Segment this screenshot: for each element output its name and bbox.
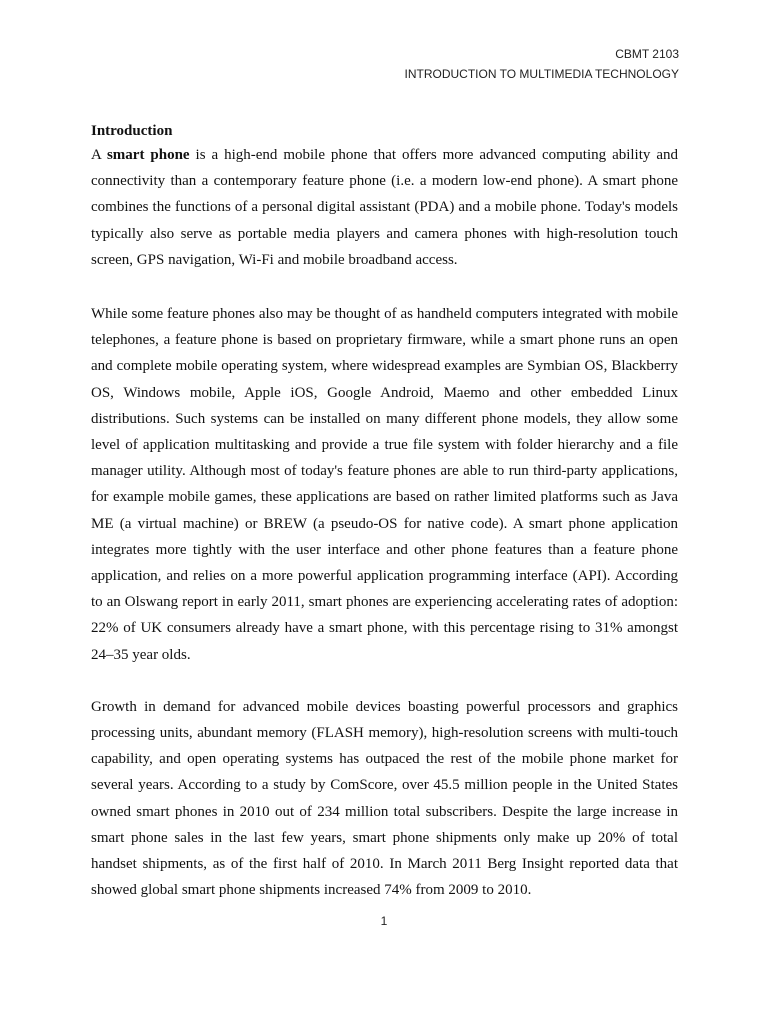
paragraph-1: [91, 142, 678, 273]
section-heading: Introduction: [91, 123, 173, 139]
smart-phone-term: smart phone: [106, 147, 190, 163]
course-title: INTRODUCTION TO MULTIMEDIA TECHNOLOGY: [404, 67, 679, 81]
page-header: [405, 44, 679, 84]
course-code: CBMT 2103: [615, 47, 679, 61]
paragraph-3: Growth in demand for advanced mobile devices boasting powerful processors and graphics processing units, abundant memory (FLASH memory), high-resolution screens with multi-touch capability, and open operating systems has outpaced the rest of the mobile phone market for several years. According to a study by ComScore, over 45.5 million people in the United States owned smart phones in 2010 out of 234 million total subscribers. Despite the large increase in smart phone sales in the last few years, smart phone shipments only make up 20% of total handset shipments, as of the first half of 2010. In March 2011 Berg Insight reported data that showed global smart phone shipments increased 74% from 2009 to 2010.: [91, 698, 678, 899]
paragraph-1-text: is a high-end mobile phone that offers more advanced computing ability and connectivity than a contemporary feature phone (i.e. a modern low-end phone). A smart phone combines the functions of a personal digital assistant (PDA) and a mobile phone. Today's models typically also serve as portable media players and camera phones with high-resolution touch screen, GPS navigation, Wi-Fi and mobile broadband access.: [91, 147, 678, 268]
paragraph-1-article: A: [91, 147, 107, 163]
paragraph-2: While some feature phones also may be thought of as handheld computers integrated with mobile telephones, a feature phone is based on proprietary firmware, while a smart phone runs an open and complete mobile operating system, where widespread examples are Symbian OS, Blackberry OS, Windows mobile, Apple iOS, Google Android, Maemo and other embedded Linux distributions. Such systems can be installed on many different phone models, they allow some level of application multitasking and provide a true file system with folder hierarchy and a file manager utility. Although most of today's feature phones are able to run third-party applications, for example mobile games, these applications are based on rather limited platforms such as Java ME (a virtual machine) or BREW (a pseudo-OS for native code). A smart phone application integrates more tightly with the user interface and other phone features than a feature phone application, and relies on a more powerful application programming interface (API). According to an Olswang report in early 2011, smart phones are experiencing accelerating rates of adoption: 22% of UK consumers already have a smart phone, with this percentage rising to 31% amongst 24–35 year olds.: [91, 306, 678, 663]
page-number: 1: [380, 914, 388, 928]
document-body: [91, 120, 678, 903]
